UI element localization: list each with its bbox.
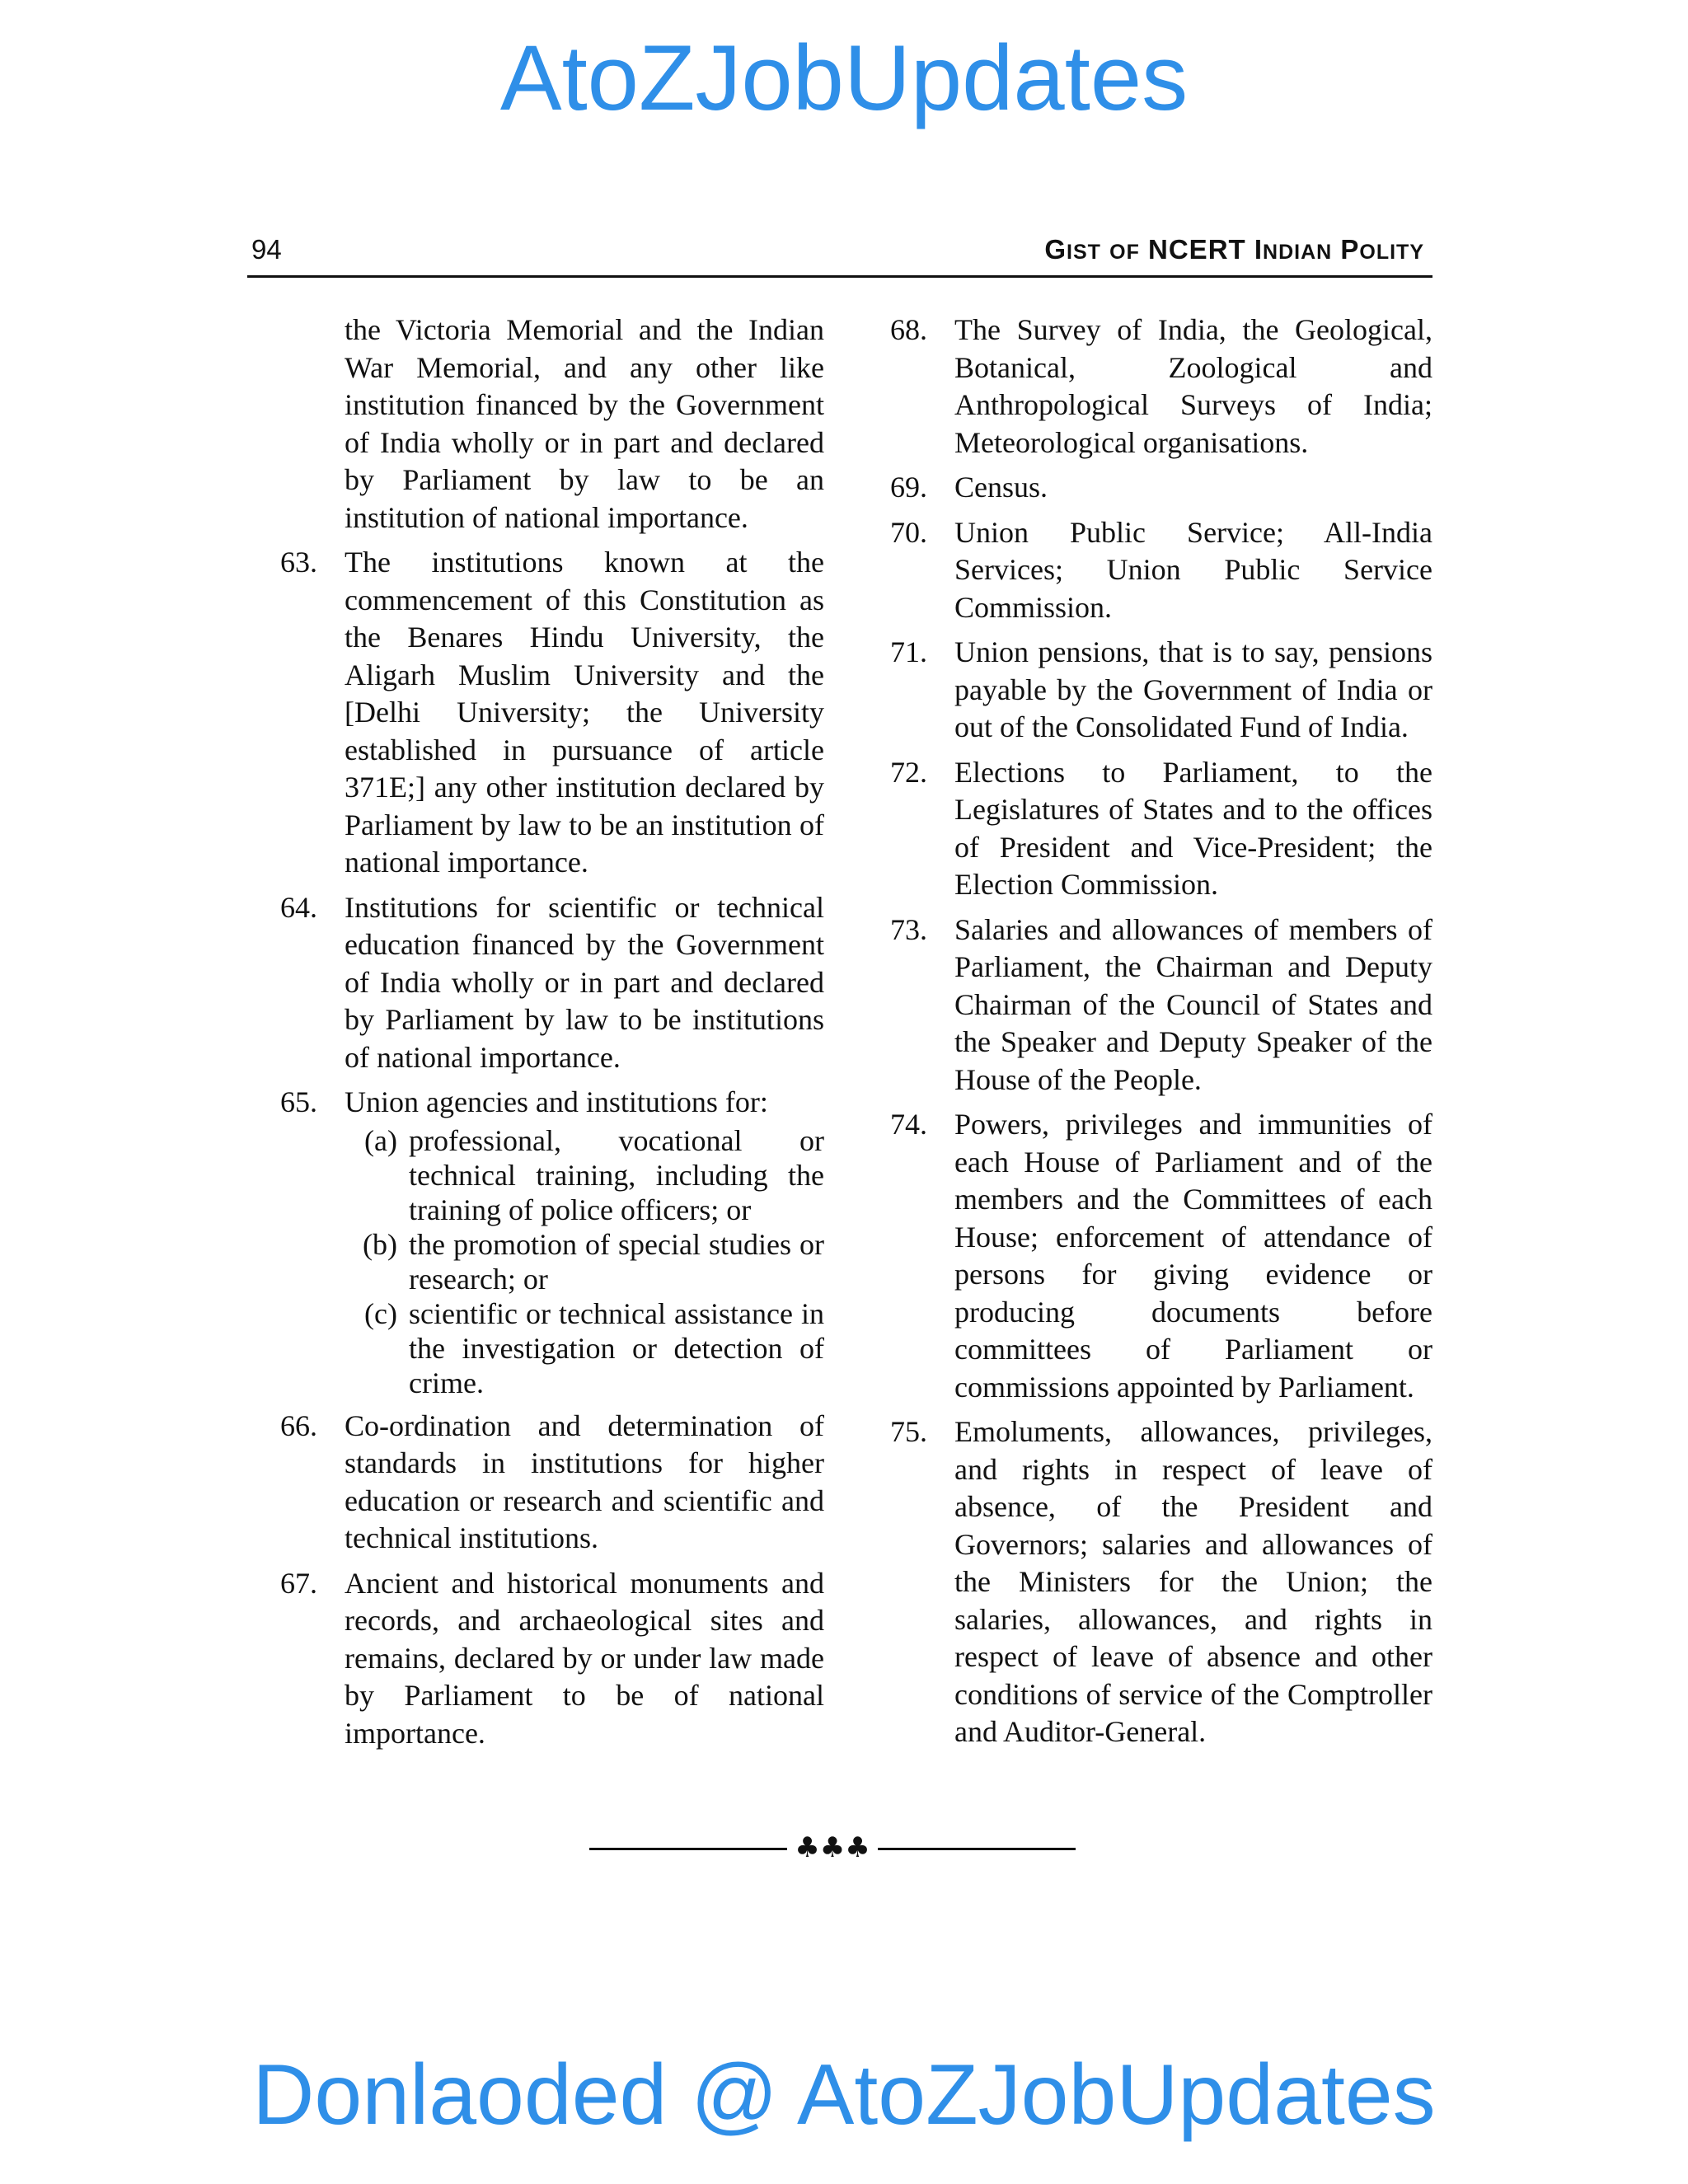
list-item-74 [890, 1106, 1432, 1406]
ornament-rule-left [589, 1848, 787, 1850]
sub-item-label: (a) [364, 1123, 397, 1157]
list-item-67 [280, 1565, 824, 1753]
running-head-w4-cap: I [1254, 234, 1264, 265]
running-head-w5-cap: P [1340, 234, 1360, 265]
clubs-icon: ♣♣♣ [795, 1831, 870, 1864]
list-item-73 [890, 912, 1432, 1099]
page-number: 94 [251, 234, 282, 265]
entry-text: Union Public Service; All-India Services; Union Public Service Commission. [954, 515, 1432, 624]
entry-body [345, 1084, 824, 1400]
entry-number: 71. [890, 635, 927, 668]
entry-text: Powers, privileges and immunities of each House of Parliament and of the members and the Committees of each House; enforcement of attendance of persons for giving evidence or producing documents before committees of Parliament or commissions appointed by Parliament. [954, 1108, 1432, 1404]
entry-number: 72. [890, 755, 927, 789]
list-item-69 [890, 469, 1432, 507]
list-item-70 [890, 514, 1432, 627]
entry-number: 73. [890, 912, 927, 946]
sub-list [354, 1123, 824, 1400]
running-head-w2: OF [1109, 241, 1140, 264]
entry-text: Emoluments, allowances, privileges, and rights in respect of leave of absence, of the President and Governors; salaries and allowances of the Ministers for the Union; the salaries, allowances, and rights in respect of leave of absence and other conditions of service of the Comptroller and Auditor-General. [954, 1415, 1432, 1748]
entry-number: 67. [280, 1566, 317, 1600]
sub-item-text: the promotion of special studies or research; or [409, 1227, 824, 1296]
watermark-top: AtoZJobUpdates [499, 26, 1189, 129]
sub-item-a [354, 1123, 824, 1227]
entry-number: 68. [890, 313, 927, 346]
entry-text: Union pensions, that is to say, pensions payable by the Government of India or out of the Consolidated Fund of India. [954, 635, 1432, 743]
running-head-w3: NCERT [1148, 234, 1246, 265]
list-item-72 [890, 754, 1432, 904]
entry-text: Co-ordination and determination of standards in institutions for higher education or research and scientific and technical institutions. [345, 1408, 824, 1554]
list-item-66 [280, 1408, 824, 1558]
sub-item-label: (c) [364, 1296, 397, 1330]
entry-text: Census. [954, 471, 1048, 504]
list-item-63 [280, 544, 824, 882]
entry-number: 75. [890, 1415, 927, 1448]
list-item-64 [280, 889, 824, 1077]
list-item-71 [890, 634, 1432, 747]
sub-item-b [354, 1227, 824, 1296]
entry-number: 64. [280, 890, 317, 924]
sub-item-label: (b) [363, 1227, 397, 1261]
entry-text: Ancient and historical monuments and records, and archaeological sites and remains, declared by or under law made by Parliament to be of national importance. [345, 1566, 824, 1750]
entry-number: 69. [890, 471, 927, 504]
running-head-w5-rest: OLITY [1359, 241, 1424, 264]
running-head-w1-cap: G [1044, 234, 1067, 265]
running-head-w4-rest: NDIAN [1263, 241, 1333, 264]
entry-text: The institutions known at the commencement of this Constitution as the Benares Hindu University, the Aligarh Muslim University and the [Delhi University; the University established in pursuance of article 371E;] any other institution declared by Parliament by law to be an institution of national importance. [345, 546, 824, 879]
sub-item-text: scientific or technical assistance in the investigation or detection of crime. [409, 1296, 824, 1399]
entry-number: 63. [280, 546, 317, 579]
ornament-rule-right [878, 1848, 1076, 1850]
continued-entry-62: the Victoria Memorial and the Indian War Memorial, and any other like institution financed by the Government of India wholly or in part and declared by Parliament by law to be an institution of national importance. [345, 313, 824, 534]
entry-text: Institutions for scientific or technical education financed by the Government of India wholly or in part and declared by Parliament by law to be institutions of national importance. [345, 890, 824, 1074]
running-head-w1-rest: IST [1067, 241, 1101, 264]
right-column [890, 312, 1432, 1759]
entry-number: 74. [890, 1108, 927, 1141]
watermark-bottom: Donlaoded @ AtoZJobUpdates [252, 2047, 1436, 2143]
entry-text: The Survey of India, the Geological, Botanical, Zoological and Anthropological Surveys of India; Meteorological organisations. [954, 313, 1432, 459]
running-head [1044, 233, 1424, 269]
list-item-68 [890, 312, 1432, 462]
end-ornament [589, 1830, 1076, 1866]
entry-number: 66. [280, 1408, 317, 1442]
header-rule [247, 275, 1432, 278]
entry-text: Elections to Parliament, to the Legislatures of States and to the offices of President and Vice-President; the Election Commission. [954, 755, 1432, 901]
entry-text: Salaries and allowances of members of Parliament, the Chairman and Deputy Chairman of the Council of States and the Speaker and Deputy Speaker of the House of the People. [954, 912, 1432, 1096]
sub-item-c [354, 1296, 824, 1400]
entry-text: Union agencies and institutions for: [345, 1085, 768, 1118]
sub-item-text: professional, vocational or technical training, including the training of police officers; or [409, 1123, 824, 1226]
entry-number: 65. [280, 1085, 317, 1118]
list-item-65 [280, 1084, 824, 1400]
list-item-75 [890, 1413, 1432, 1751]
entry-number: 70. [890, 515, 927, 549]
left-column [280, 312, 824, 1760]
